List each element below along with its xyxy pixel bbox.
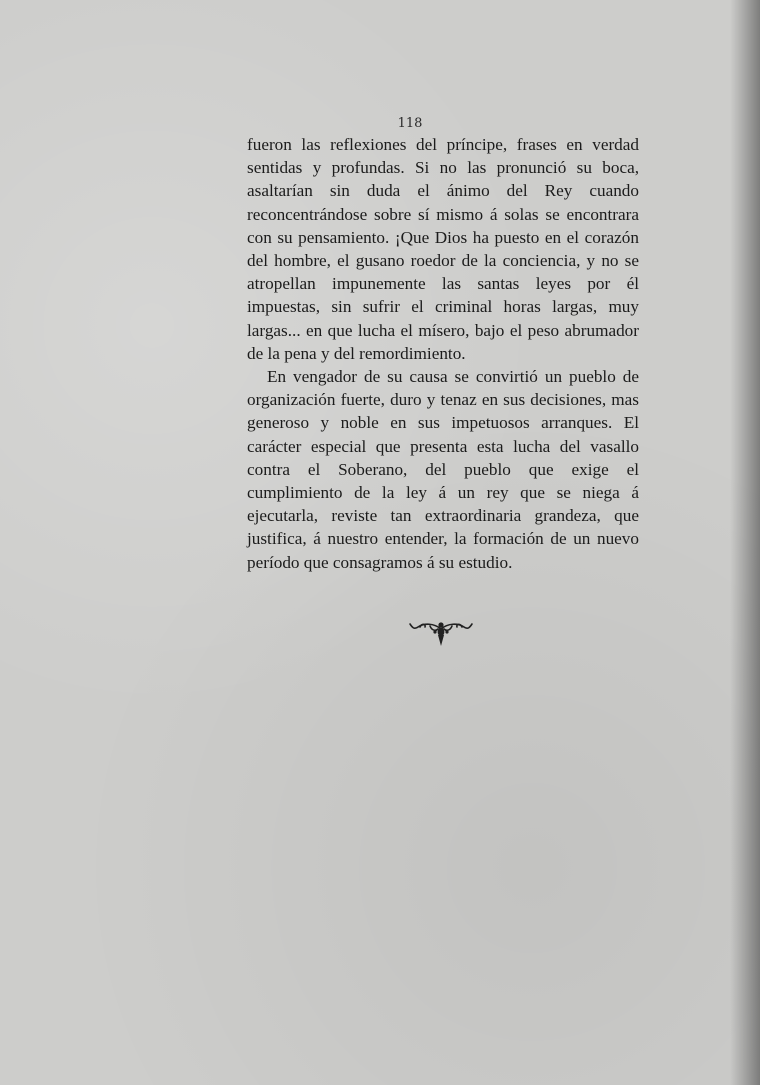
paragraph-1: fueron las reflexiones del príncipe, frases en verdad sentidas y profundas. Si no las pronunció su boca, asaltarían sin duda el ánimo del Rey cuando reconcentrándose sobre sí mismo á solas se encontrara con su pensamiento. ¡Que Dios ha puesto en el corazón del hombre, el gusano roedor de la conciencia, y no se atropellan impunemente las santas leyes por él impuestas, sin sufrir el criminal horas largas, muy largas... en que lucha el mísero, bajo el peso abrumador de la pena y del remordimiento. [247, 135, 639, 363]
body-text [247, 133, 639, 574]
page-edge-shadow [730, 0, 760, 1085]
paragraph-2: En vengador de su causa se convirtió un pueblo de organización fuerte, duro y tenaz en sus decisiones, mas generoso y noble en sus impetuosos arranques. El carácter especial que presenta esta lucha del vasallo contra el Soberano, del pueblo que exige el cumplimiento de la ley á un rey que se niega á ejecutarla, reviste tan extraordinaria grandeza, que justifica, á nuestro entender, la formación de un nuevo período que consagramos á su estudio. [247, 367, 639, 572]
page-number: 118 [397, 116, 423, 131]
fleuron-ornament-icon [408, 615, 474, 647]
